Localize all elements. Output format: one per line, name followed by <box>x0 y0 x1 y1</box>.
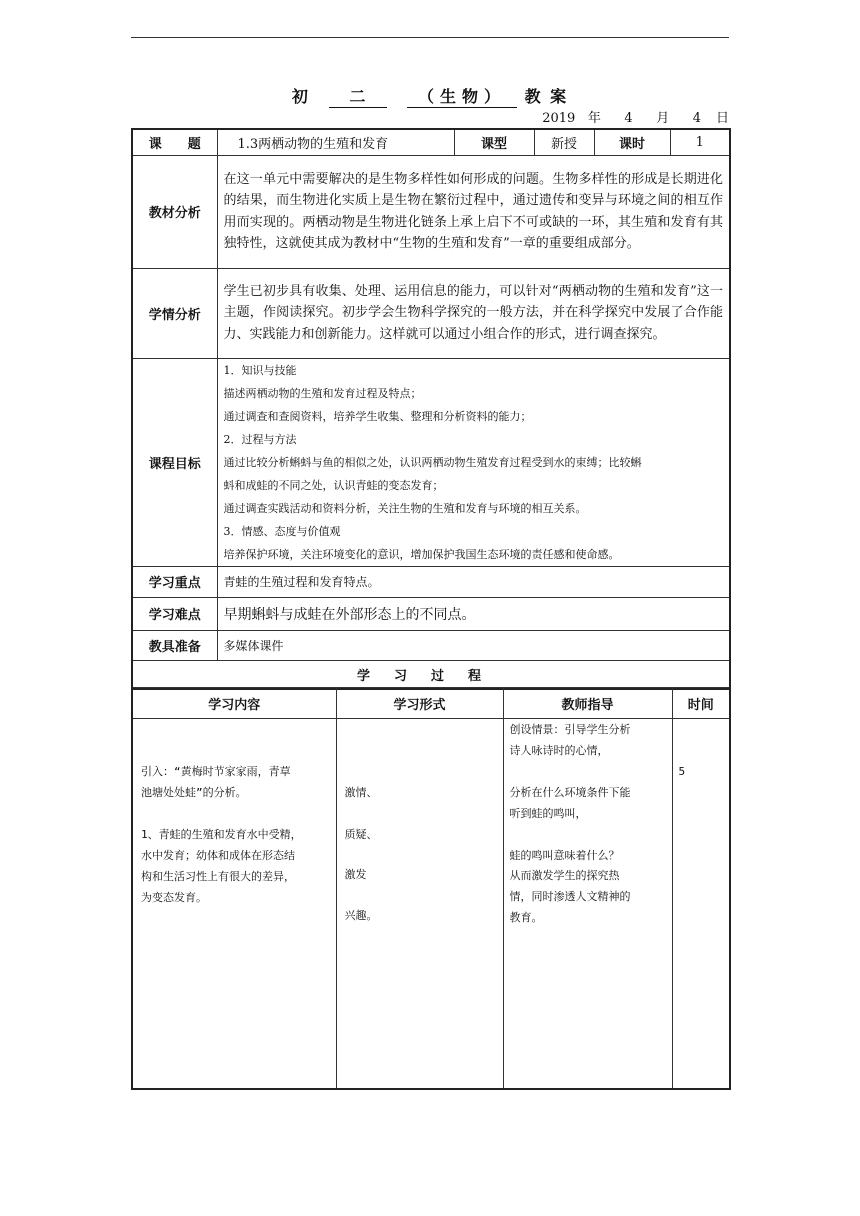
goal-line: 2．过程与方法 <box>223 432 297 446</box>
period-label: 课时 <box>594 129 670 155</box>
process-title: 学习过程 <box>132 660 730 689</box>
header-guide: 教师指导 <box>503 688 672 719</box>
goal-line: 描述两栖动物的生殖和发育过程及特点； <box>223 386 422 400</box>
guide-line: 教育。 <box>509 911 543 924</box>
goal-line: 通过调查和查阅资料，培养学生收集、整理和分析资料的能力； <box>223 409 532 423</box>
content-line: 引入：“黄梅时节家家雨，青草 <box>141 765 291 778</box>
goal-line: 通过比较分析蝌蚪与鱼的相似之处，认识两栖动物生殖发育过程受到水的束缚；比较蝌 <box>223 455 642 469</box>
process-body-row <box>132 719 730 1090</box>
title-prefix: 初 <box>291 87 310 106</box>
date-day: 4 <box>692 111 701 126</box>
keypoint-row <box>132 566 730 597</box>
students-text: 学生已初步具有收集、处理、运用信息的能力，可以针对“两栖动物的生殖和发育”这一主题，作阅读探究。初步学会生物科学探究的一般方法，并在科学探究中发展了合作能力、实践能力和创新能力。这样就可以通过小组合作的形式，进行调查探究。 <box>217 268 730 358</box>
materials-label: 教具准备 <box>132 630 217 660</box>
time-cell <box>672 719 730 1090</box>
difficulty-label: 学习难点 <box>132 597 217 630</box>
goal-line: 培养保护环境，关注环境变化的意识，增加保护我国生态环境的责任感和使命感。 <box>223 547 620 561</box>
guide-line: 从而激发学生的探究热 <box>509 869 620 882</box>
content-cell <box>132 719 336 1090</box>
topic-label: 课 题 <box>132 129 217 155</box>
content-line: 1、青蛙的生殖和发育水中受精， <box>141 828 302 841</box>
students-label: 学情分析 <box>132 268 217 358</box>
period-value: 1 <box>670 129 730 155</box>
title-grade: 二 <box>329 84 387 108</box>
goals-list <box>217 358 730 566</box>
date-month-unit: 月 <box>656 111 670 126</box>
date-month: 4 <box>624 111 633 126</box>
materials-text: 多媒体课件 <box>217 630 730 660</box>
topic-row <box>132 129 730 155</box>
header-content: 学习内容 <box>132 688 336 719</box>
content-line: 为变态发育。 <box>141 891 207 904</box>
keypoint-text: 青蛙的生殖过程和发育特点。 <box>217 566 730 597</box>
guide-line: 情，同时渗透人文精神的 <box>509 890 631 903</box>
guide-line: 蛙的鸣叫意味着什么？ <box>509 849 620 862</box>
form-line: 质疑、 <box>344 828 378 841</box>
header-rule <box>131 37 729 38</box>
students-row <box>132 268 730 358</box>
form-line: 激发 <box>344 868 367 881</box>
difficulty-text: 早期蝌蚪与成蛙在外部形态上的不同点。 <box>217 597 730 630</box>
goal-line: 3．情感、态度与价值观 <box>223 524 341 538</box>
header-time: 时间 <box>672 688 730 719</box>
lesson-info-table <box>131 128 731 690</box>
doc-title <box>131 84 729 108</box>
date-line <box>542 107 729 126</box>
goals-row <box>132 358 730 566</box>
date-year-unit: 年 <box>587 111 601 126</box>
process-title-row <box>132 660 730 689</box>
process-header-row <box>132 688 730 719</box>
date-day-unit: 日 <box>715 111 729 126</box>
goal-line: 蚪和成蛙的不同之处，认识青蛙的变态发育； <box>223 478 444 492</box>
time-value: 5 <box>678 765 686 778</box>
title-subject: （生物） <box>407 84 517 108</box>
textbook-label: 教材分析 <box>132 155 217 268</box>
type-value: 新授 <box>534 129 594 155</box>
process-table <box>131 687 731 1090</box>
guide-line: 听到蛙的鸣叫， <box>509 807 587 820</box>
type-label: 课型 <box>454 129 534 155</box>
goals-label: 课程目标 <box>132 358 217 566</box>
form-cell <box>336 719 503 1090</box>
title-suffix: 教 案 <box>524 87 569 106</box>
date-year: 2019 <box>542 111 576 126</box>
textbook-text: 在这一单元中需要解决的是生物多样性如何形成的问题。生物多样性的形成是长期进化的结果，而生物进化实质上是生物在繁衍过程中，通过遗传和变异与环境之间的相互作用而实现的。两栖动物是生物进化链条上承上启下不可或缺的一环，其生殖和发育有其独特性，这就使其成为教材中“生物的生殖和发育”一章的重要组成部分。 <box>217 155 730 268</box>
textbook-row <box>132 155 730 268</box>
header-form: 学习形式 <box>336 688 503 719</box>
materials-row <box>132 630 730 660</box>
guide-line: 分析在什么环境条件下能 <box>509 786 631 799</box>
form-line: 激情、 <box>344 786 378 799</box>
guide-cell <box>503 719 672 1090</box>
content-line: 水中发育；幼体和成体在形态结 <box>141 849 295 862</box>
guide-line: 创设情景：引导学生分析 <box>509 723 631 736</box>
form-line: 兴趣。 <box>344 909 378 922</box>
difficulty-row <box>132 597 730 630</box>
topic-value: 1.3两栖动物的生殖和发育 <box>217 129 454 155</box>
content-line: 池塘处处蛙”的分析。 <box>141 786 247 799</box>
keypoint-label: 学习重点 <box>132 566 217 597</box>
goal-line: 通过调查实践活动和资料分析，关注生物的生殖和发育与环境的相互关系。 <box>223 501 587 515</box>
guide-line: 诗人咏诗时的心情， <box>509 744 609 757</box>
content-line: 构和生活习性上有很大的差异， <box>141 870 295 883</box>
goal-line: 1．知识与技能 <box>223 363 297 377</box>
